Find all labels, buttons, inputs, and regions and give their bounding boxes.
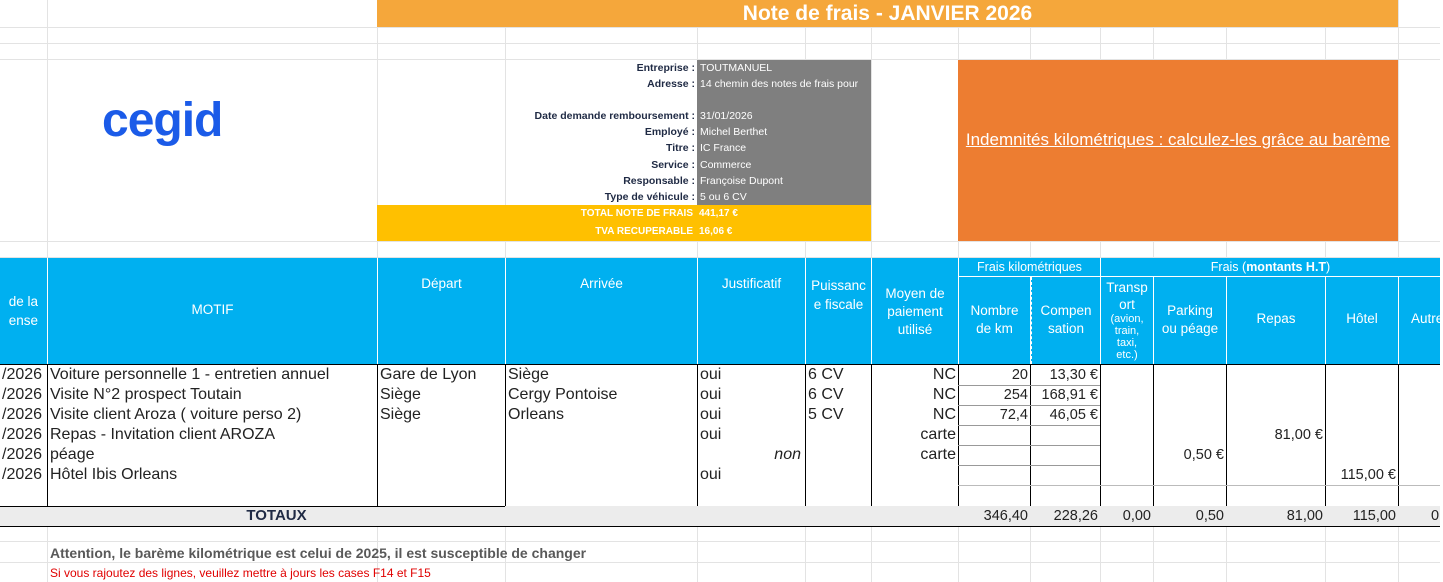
total-note-value: 441,17 € <box>699 208 738 219</box>
row-depart[interactable]: Siège <box>380 406 421 423</box>
header-arrivee: Arrivée <box>506 258 698 364</box>
row-puissance[interactable]: 6 CV <box>808 386 844 403</box>
add-lines-notice: Si vous rajoutez des lignes, veuillez mettre à jours les cases F14 et F15 <box>50 566 431 580</box>
header-puissance: Puissanc e fiscale <box>806 258 872 364</box>
info-label-titre: Titre : <box>666 142 695 154</box>
header-date: de la ense <box>0 258 48 364</box>
totaux-parking: 0,50 <box>1195 508 1224 524</box>
header-transport <box>1101 277 1154 364</box>
row-motif[interactable]: Visite client Aroza ( voiture perso 2) <box>50 406 302 423</box>
row-depart[interactable]: Siège <box>380 386 421 403</box>
header-hotel: Hôtel <box>1326 277 1399 364</box>
row-justificatif[interactable]: oui <box>700 366 722 383</box>
row-paiement[interactable]: NC <box>932 366 956 383</box>
info-value-adresse[interactable]: 14 chemin des notes de frais pour <box>700 78 859 90</box>
row-parking[interactable]: 0,50 € <box>1183 447 1224 463</box>
row-date[interactable]: /2026 <box>2 426 43 443</box>
info-value-entreprise[interactable]: TOUTMANUEL <box>700 62 773 74</box>
row-motif[interactable]: Voiture personnelle 1 - entretien annuel <box>50 366 330 383</box>
info-label-entreprise: Entreprise : <box>636 62 695 74</box>
info-label-vehicule: Type de véhicule : <box>604 191 695 203</box>
row-arrivee[interactable]: Cergy Pontoise <box>508 386 618 403</box>
tva-label: TVA RECUPERABLE <box>595 226 693 237</box>
row-hotel[interactable]: 115,00 € <box>1340 467 1396 483</box>
info-value-titre[interactable]: IC France <box>700 142 747 154</box>
row-km[interactable]: 72,4 <box>999 407 1028 423</box>
row-arrivee[interactable]: Siège <box>508 366 549 383</box>
row-paiement[interactable]: carte <box>920 426 956 443</box>
header-group-km: Frais kilométriques <box>959 258 1101 277</box>
row-depart[interactable]: Gare de Lyon <box>380 366 477 383</box>
header-moyen-paiement: Moyen de paiement utilisé <box>872 258 959 364</box>
row-motif[interactable]: Repas - Invitation client AROZA <box>50 426 275 443</box>
info-label-service: Service : <box>651 159 695 171</box>
row-date[interactable]: /2026 <box>2 386 43 403</box>
totaux-hotel: 115,00 <box>1352 508 1396 524</box>
row-justificatif[interactable]: non <box>774 446 801 463</box>
row-compensation[interactable]: 13,30 € <box>1049 367 1098 383</box>
row-repas[interactable]: 81,00 € <box>1274 427 1323 443</box>
page-title: Note de frais - JANVIER 2026 <box>377 0 1398 27</box>
header-transport-label: Transp ort <box>1106 280 1148 312</box>
km-calculator-link[interactable]: Indemnités kilométriques : calculez-les grâce au barème <box>965 130 1391 149</box>
row-motif[interactable]: Visite N°2 prospect Toutain <box>50 386 242 403</box>
info-value-employe[interactable]: Michel Berthet <box>700 126 768 138</box>
totaux-compensation: 228,26 <box>1053 508 1098 524</box>
info-value-responsable[interactable]: Françoise Dupont <box>700 175 783 187</box>
row-puissance[interactable]: 6 CV <box>808 366 844 383</box>
info-value-date[interactable]: 31/01/2026 <box>700 110 753 122</box>
info-value-service[interactable]: Commerce <box>700 159 752 171</box>
row-km[interactable]: 254 <box>1003 387 1028 403</box>
row-puissance[interactable]: 5 CV <box>808 406 844 423</box>
totaux-autres: 0 <box>1431 508 1440 524</box>
totaux-label: TOTAUX <box>246 507 307 524</box>
km-calculator-box <box>958 60 1398 241</box>
row-date[interactable]: /2026 <box>2 446 43 463</box>
row-compensation[interactable]: 46,05 € <box>1049 407 1098 423</box>
tva-value: 16,06 € <box>699 226 733 237</box>
row-paiement[interactable]: NC <box>932 406 956 423</box>
info-label-date: Date demande remboursement : <box>534 110 695 122</box>
header-group-frais: Frais (montants H.T) <box>1101 258 1440 277</box>
row-motif[interactable]: Hôtel Ibis Orleans <box>50 466 178 483</box>
header-parking: Parking ou péage <box>1154 277 1227 364</box>
info-label-responsable: Responsable : <box>623 175 695 187</box>
row-arrivee[interactable]: Orleans <box>508 406 565 423</box>
row-compensation[interactable]: 168,91 € <box>1041 387 1098 403</box>
row-km[interactable]: 20 <box>1011 367 1028 383</box>
row-justificatif[interactable]: oui <box>700 466 722 483</box>
total-note-label: TOTAL NOTE DE FRAIS <box>580 208 693 219</box>
header-justificatif: Justificatif <box>698 258 806 364</box>
header-transport-sub: (avion, train, taxi, etc.) <box>1110 313 1144 361</box>
info-value-vehicule[interactable]: 5 ou 6 CV <box>700 191 747 203</box>
row-justificatif[interactable]: oui <box>700 426 722 443</box>
header-depart: Départ <box>378 258 506 364</box>
header-motif: MOTIF <box>48 258 378 364</box>
cegid-logo: cegid <box>102 94 223 147</box>
info-label-adresse: Adresse : <box>647 78 695 90</box>
row-paiement[interactable]: carte <box>920 446 956 463</box>
totals-box <box>377 205 871 241</box>
info-label-employe: Employé : <box>644 126 695 138</box>
header-repas: Repas <box>1227 277 1326 364</box>
header-nb-km: Nombre de km <box>959 277 1031 364</box>
row-date[interactable]: /2026 <box>2 466 43 483</box>
header-compensation: Compen sation <box>1031 277 1101 364</box>
row-justificatif[interactable]: oui <box>700 386 722 403</box>
row-paiement[interactable]: NC <box>932 386 956 403</box>
row-date[interactable]: /2026 <box>2 366 43 383</box>
barème-warning: Attention, le barème kilométrique est celui de 2025, il est susceptible de changer <box>50 545 587 561</box>
row-motif[interactable]: péage <box>50 446 95 463</box>
totaux-repas: 81,00 <box>1286 508 1323 524</box>
totaux-km: 346,40 <box>983 508 1028 524</box>
row-justificatif[interactable]: oui <box>700 406 722 423</box>
row-date[interactable]: /2026 <box>2 406 43 423</box>
header-autres: Autre <box>1399 277 1440 364</box>
totaux-transport: 0,00 <box>1122 508 1151 524</box>
